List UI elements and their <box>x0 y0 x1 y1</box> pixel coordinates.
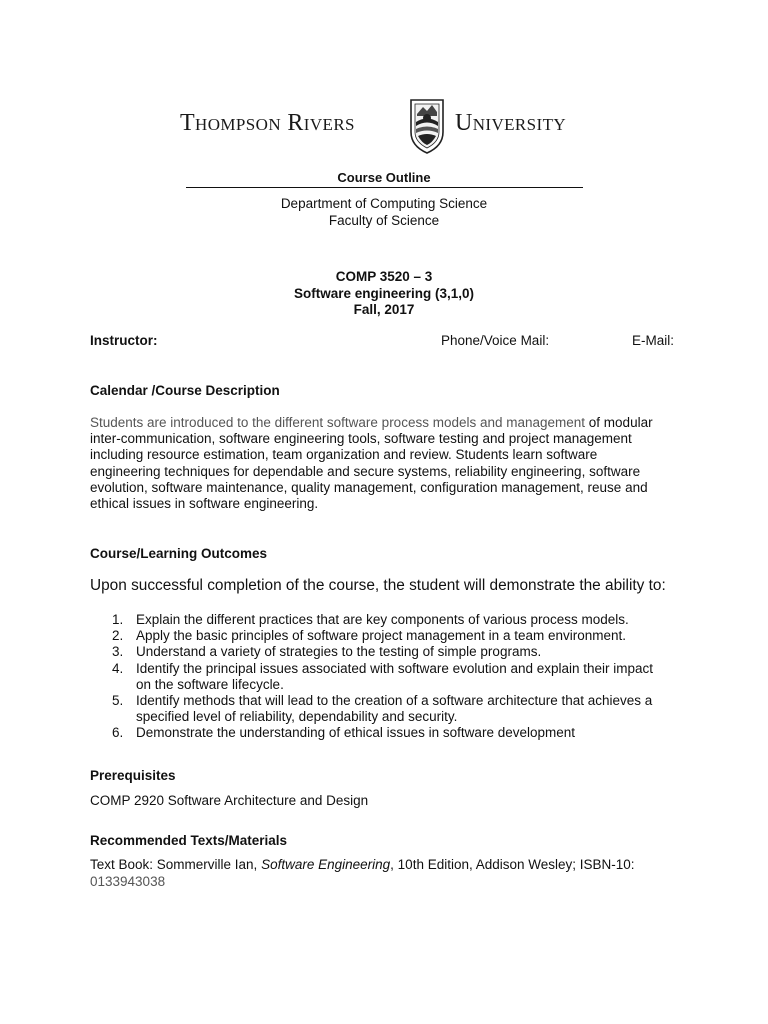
description-line: inter-communication, software engineering tools, software testing and project management <box>90 431 632 447</box>
outline-title: Course Outline <box>337 170 431 185</box>
department-name: Department of Computing Science <box>280 196 488 211</box>
university-crest-icon <box>407 98 447 154</box>
logo-text-right: University <box>455 110 567 136</box>
outcomes-heading: Course/Learning Outcomes <box>90 546 268 561</box>
outcome-number: 1. <box>112 612 124 627</box>
outcomes-intro: Upon successful completion of the course, the student will demonstrate the ability to: <box>90 577 666 594</box>
outcome-item <box>90 612 690 628</box>
outcome-line: Understand a variety of strategies to the testing of simple programs. <box>136 644 542 660</box>
description-heading: Calendar /Course Description <box>90 383 280 398</box>
textbook-prefix: Text Book: Sommerville Ian, <box>90 857 262 872</box>
phone-label: Phone/Voice Mail: <box>441 333 550 348</box>
email-label: E-Mail: <box>632 333 675 348</box>
outcome-line: Identify methods that will lead to the creation of a software architecture that achieves a <box>136 693 653 709</box>
textbook-suffix: , 10th Edition, Addison Wesley; ISBN-10: <box>390 857 635 872</box>
faculty-name: Faculty of Science <box>328 213 440 228</box>
instructor-label: Instructor: <box>90 333 158 348</box>
outcomes-list <box>90 612 690 742</box>
description-lead-rest: of modular <box>585 415 653 430</box>
logo-text-left: Thompson Rivers <box>180 110 355 136</box>
outcome-number: 6. <box>112 725 124 741</box>
textbook-line <box>90 857 635 872</box>
description-text <box>90 415 690 512</box>
outcome-number: 4. <box>112 660 124 676</box>
description-lead: Students are introduced to the different software process models and management <box>90 415 586 430</box>
description-line <box>90 415 690 431</box>
university-logo <box>0 96 768 158</box>
title-divider <box>186 187 583 188</box>
outcome-item <box>90 693 690 725</box>
course-code: COMP 3520 – 3 <box>335 269 433 284</box>
outcome-line: on the software lifecycle. <box>136 676 284 692</box>
outcome-line: specified level of reliability, dependability and security. <box>136 709 458 725</box>
outcome-number: 2. <box>112 628 124 644</box>
outcome-item <box>90 725 690 741</box>
textbook-isbn: 0133943038 <box>90 874 166 889</box>
course-term: Fall, 2017 <box>353 302 415 317</box>
description-line: evolution, software maintenance, quality management, configuration management, reuse and <box>90 479 648 495</box>
course-name: Software engineering (3,1,0) <box>293 286 475 301</box>
prerequisites-text: COMP 2920 Software Architecture and Design <box>90 793 369 808</box>
outcome-item <box>90 628 690 644</box>
description-line: ethical issues in software engineering. <box>90 496 319 512</box>
outcome-line: Apply the basic principles of software project management in a team environment. <box>136 628 627 644</box>
textbook-title: Software Engineering <box>261 857 391 872</box>
prerequisites-heading: Prerequisites <box>90 768 176 783</box>
outcome-number: 3. <box>112 644 124 660</box>
outcome-line: Identify the principal issues associated with software evolution and explain their impact <box>136 660 654 676</box>
texts-heading: Recommended Texts/Materials <box>90 833 288 848</box>
outcome-item <box>90 661 690 693</box>
outcome-line: Demonstrate the understanding of ethical issues in software development <box>136 725 576 741</box>
description-line: including resource estimation, team organization and review. Students learn software <box>90 447 598 463</box>
outcome-item <box>90 644 690 660</box>
outcome-number: 5. <box>112 693 124 709</box>
outcome-line: Explain the different practices that are key components of various process models. <box>136 612 629 627</box>
description-line: engineering techniques for dependable and secure systems, reliability engineering, software <box>90 463 641 479</box>
